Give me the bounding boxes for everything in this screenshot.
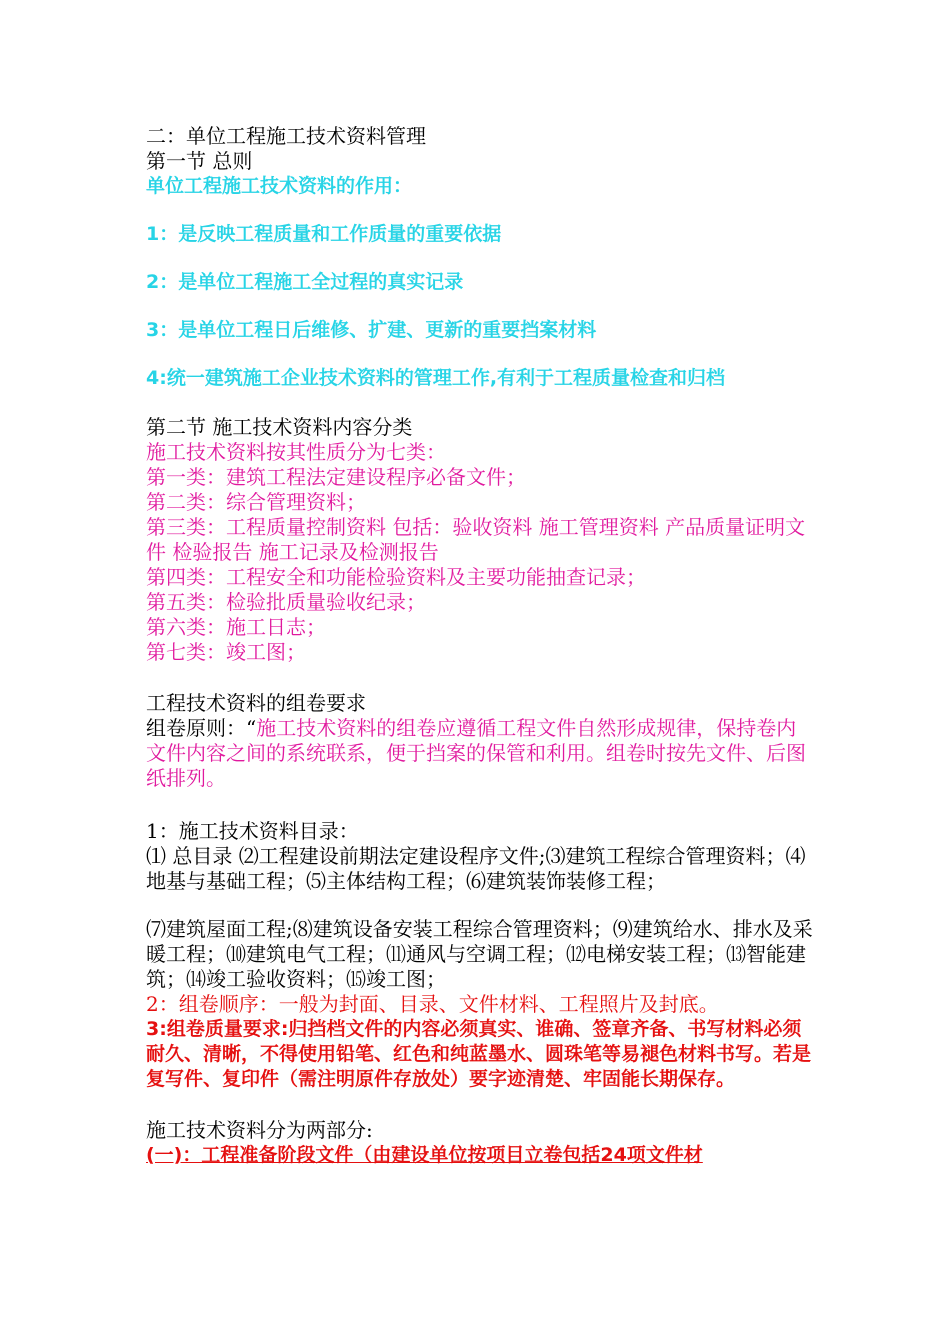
class-item-4: 第四类：工程安全和功能检验资料及主要功能抽查记录； — [146, 565, 646, 589]
assembly-heading: 工程技术资料的组卷要求 — [146, 691, 366, 715]
quality-requirement: 3:组卷质量要求:归挡档文件的内容必须真实、谁确、签章齐备、书写材料必须耐久、清晰，不得使用铅笔、红色和纯蓝墨水、圆珠笔等易褪色材料书写。若是复写件、复印件（需注明原件存放处）要字迹清楚、牢固能长期保存。 — [146, 1018, 812, 1090]
role-heading: 单位工程施工技术资料的作用： — [146, 175, 413, 197]
assembly-order: 2：组卷顺序：一般为封面、目录、文件材料、工程照片及封底。 — [146, 992, 719, 1016]
principle-text: 施工技术资料的组卷应遵循工程文件自然形成规律，保持卷内文件内容之间的系统联系，便于挡案的保管和利用。组卷时按先文件、后图纸排列。 — [146, 716, 806, 790]
class-item-5: 第五类：检验批质量验收纪录； — [146, 590, 426, 614]
part-1-heading: (一)：工程准备阶段文件（由建设单位按项目立卷包括24项文件材 — [146, 1144, 703, 1166]
class-item-6: 第六类：施工日志； — [146, 615, 326, 639]
class-item-1: 第一类：建筑工程法定建设程序必备文件； — [146, 465, 526, 489]
class-item-7: 第七类：竣工图； — [146, 640, 306, 664]
doc-title: 二：单位工程施工技术资料管理 — [146, 124, 426, 148]
section-1-heading: 第一节 总则 — [146, 149, 253, 173]
assembly-principle — [146, 716, 816, 791]
role-item-2: 2：是单位工程施工全过程的真实记录 — [146, 271, 464, 293]
section-2-heading: 第二节 施工技术资料内容分类 — [146, 415, 413, 439]
class-intro: 施工技术资料按其性质分为七类： — [146, 440, 446, 464]
parts-intro: 施工技术资料分为两部分: — [146, 1118, 373, 1142]
class-item-2: 第二类：综合管理资料； — [146, 490, 366, 514]
role-item-3: 3：是单位工程日后维修、扩建、更新的重要挡案材料 — [146, 319, 597, 341]
catalog-list-part-2: ⑺建筑屋面工程;⑻建筑设备安装工程综合管理资料；⑼建筑给水、排水及采暖工程；⑽建筑电气工程；⑾通风与空调工程；⑿电梯安装工程；⒀智能建筑；⒁竣工验收资料；⒂竣工图； — [146, 917, 813, 991]
role-item-1: 1：是反映工程质量和工作质量的重要依据 — [146, 223, 502, 245]
catalog-list-part-1: ⑴ 总目录 ⑵工程建设前期法定建设程序文件;⑶建筑工程综合管理资料；⑷地基与基础工程；⑸主体结构工程；⑹建筑装饰装修工程； — [146, 844, 806, 893]
role-item-4: 4:统一建筑施工企业技术资料的管理工作,有利于工程质量检查和归档 — [146, 367, 726, 389]
principle-label: 组卷原则：“ — [146, 716, 257, 740]
class-item-3: 第三类：工程质量控制资料 包括：验收资料 施工管理资料 产品质量证明文件 检验报告 施工记录及检测报告 — [146, 515, 806, 564]
document-page — [146, 124, 816, 1168]
catalog-heading: 1：施工技术资料目录： — [146, 819, 359, 843]
